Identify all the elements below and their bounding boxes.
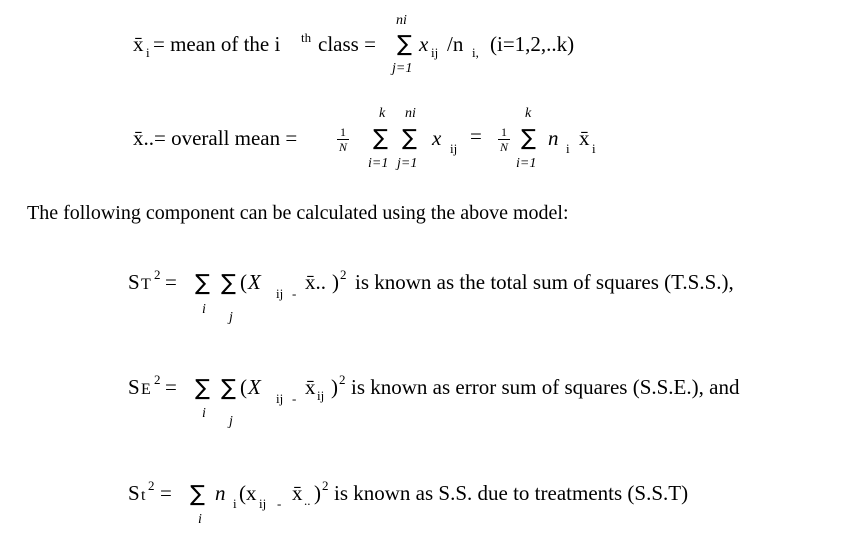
open-paren-x: (x [239, 481, 257, 505]
fraction-numerator: 1 [340, 125, 346, 139]
sum3-upper-limit: k [525, 106, 532, 121]
x-subscript: ij [431, 45, 439, 60]
fraction-one-over-n [498, 126, 510, 153]
equals-sign: = [165, 270, 177, 294]
x-variable: X [248, 375, 261, 399]
sigma-icon: ∑ [373, 126, 388, 151]
close-superscript: 2 [339, 372, 346, 387]
squared-superscript: 2 [154, 267, 161, 282]
sigma-icon: ∑ [221, 271, 236, 296]
sigma-icon: ∑ [195, 271, 210, 296]
xbar-mean: x̄ [305, 375, 316, 399]
class-mean-text: = mean of the i [153, 32, 281, 56]
index-range: (i=1,2,..k) [490, 32, 575, 56]
sigma-icon: ∑ [195, 376, 210, 401]
close-paren: ) [331, 375, 338, 399]
xbar-grand-mean: x̄.. [305, 270, 326, 294]
sum1-upper-limit: k [379, 106, 386, 121]
x-subscript: ij [259, 496, 267, 511]
s-symbol: S [128, 270, 140, 294]
x-variable: x [419, 32, 429, 56]
x-subscript: ij [276, 391, 284, 406]
close-superscript: 2 [340, 267, 347, 282]
index-i: i [198, 512, 202, 527]
fraction-numerator: 1 [501, 125, 507, 139]
fraction-denominator: N [338, 140, 347, 154]
minus-sign: - [292, 391, 297, 406]
sst-description: is known as S.S. due to treatments (S.S.T) [334, 481, 689, 505]
sum2-upper-limit: ni [405, 106, 416, 121]
xbar-subscript: i [592, 141, 596, 156]
xbar-i: x̄ [579, 126, 590, 150]
n-subscript: i, [472, 45, 479, 60]
t-subscript: t [141, 487, 146, 504]
x-variable: x [432, 126, 442, 150]
overall-mean-text: x̄..= overall mean = [133, 126, 298, 150]
sum-upper-limit: ni [396, 13, 407, 28]
x-variable: X [248, 270, 261, 294]
sigma-icon: ∑ [521, 126, 536, 151]
th-superscript: th [301, 30, 312, 45]
e-subscript: E [141, 381, 151, 398]
sum-lower-limit: j=1 [392, 61, 413, 76]
xbar-subscript: ij [317, 388, 325, 403]
minus-sign: - [277, 496, 282, 511]
index-i: i [202, 302, 206, 317]
equals-sign: = [470, 124, 482, 148]
s-symbol: S [128, 481, 140, 505]
xbar-i: x̄ [133, 32, 144, 56]
class-equals-text: class = [318, 32, 376, 56]
index-i: i [202, 406, 206, 421]
squared-superscript: 2 [154, 372, 161, 387]
s-symbol: S [128, 375, 140, 399]
xbar-i-subscript: i [146, 45, 150, 60]
tss-description: is known as the total sum of squares (T.S.S.), [355, 270, 734, 294]
sse-description: is known as error sum of squares (S.S.E.), and [351, 375, 740, 399]
close-paren: ) [314, 481, 321, 505]
x-subscript: ij [450, 141, 458, 156]
t-subscript: T [141, 276, 151, 293]
xbar-grand-mean: x̄ [292, 481, 303, 505]
minus-sign: - [292, 286, 297, 301]
equals-sign: = [160, 481, 172, 505]
x-subscript: ij [276, 286, 284, 301]
n-variable: n [215, 481, 226, 505]
slash-n: /n [447, 32, 464, 56]
n-subscript: i [233, 496, 237, 511]
open-paren: ( [240, 270, 247, 294]
index-j: j [229, 310, 233, 325]
sigma-icon: ∑ [190, 482, 205, 507]
xbar-subscript: .. [304, 493, 311, 508]
squared-superscript: 2 [148, 478, 155, 493]
sigma-icon: ∑ [397, 32, 412, 57]
index-j: j [229, 414, 233, 429]
close-superscript: 2 [322, 478, 329, 493]
sum1-lower-limit: i=1 [368, 156, 389, 171]
open-paren: ( [240, 375, 247, 399]
sum2-lower-limit: j=1 [397, 156, 418, 171]
sigma-icon: ∑ [221, 376, 236, 401]
equals-sign: = [165, 375, 177, 399]
fraction-one-over-n [337, 126, 349, 153]
fraction-denominator: N [499, 140, 508, 154]
close-paren: ) [332, 270, 339, 294]
sum3-lower-limit: i=1 [516, 156, 537, 171]
intro-sentence: The following component can be calculated using the above model: [27, 202, 569, 224]
sigma-icon: ∑ [402, 126, 417, 151]
n-subscript: i [566, 141, 570, 156]
n-variable: n [548, 126, 559, 150]
